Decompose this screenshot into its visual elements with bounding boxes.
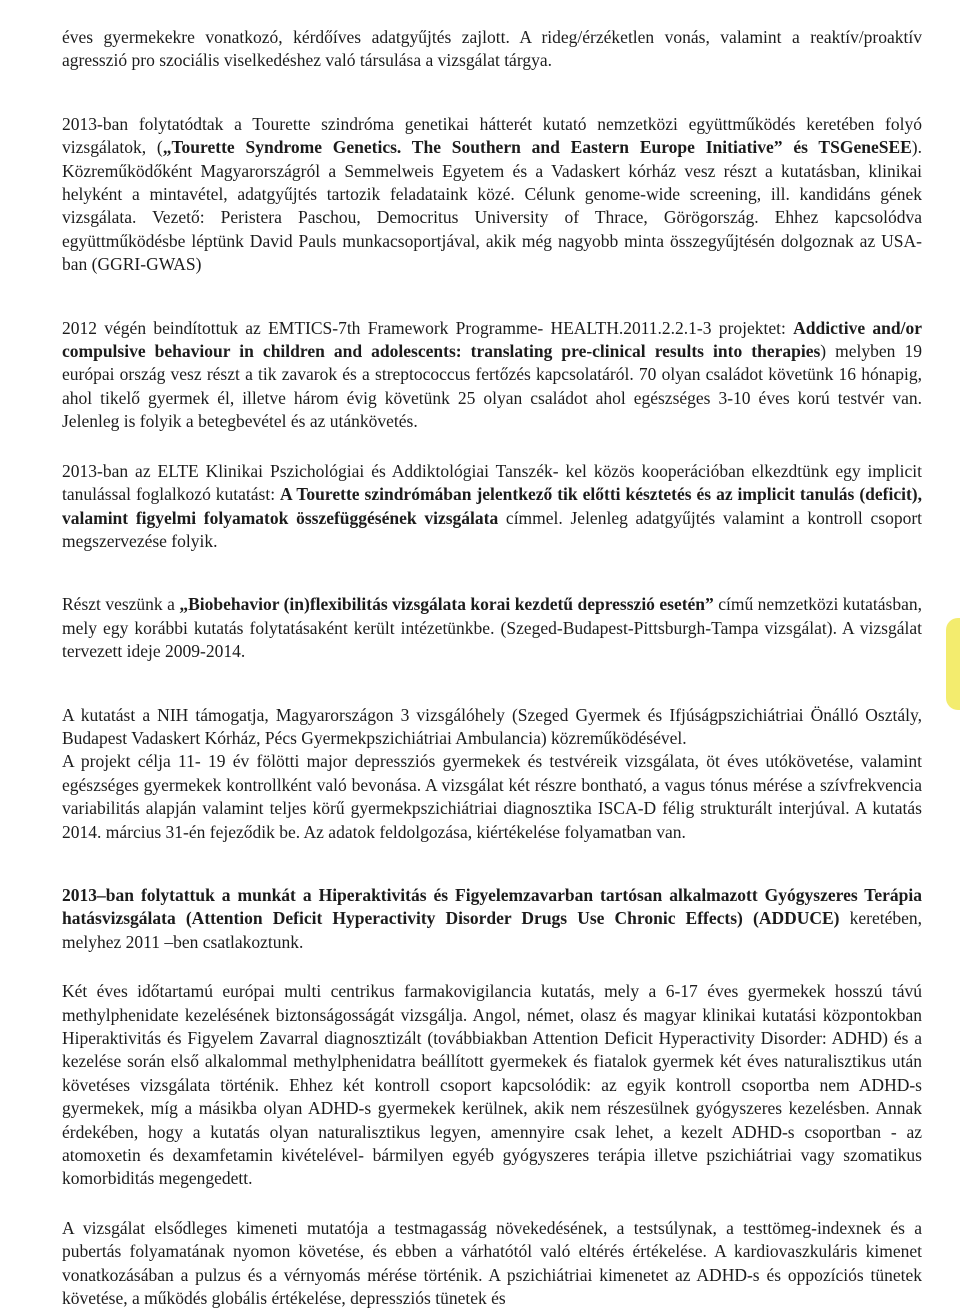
- project-title: „Biobehavior (in)flexibilitás vizsgálata korai kezdetű depresszió esetén”: [179, 594, 714, 615]
- paragraph-pharmacovigilance: Két éves időtartamú európai multi centrikus farmakovigilancia kutatás, mely a 6-17 éves gyermekek hosszú távú methylphenidate kezelésének biztonságosságát vizsgálja. Angol, német, olasz és magyar klinikai kutatási központokban Hiperaktivitás és Figyelem Zavarral diagnosztizált (továbbiakban Attention Deficit Hyperactivity Disorder: ADHD) és a kezelése során első alkalommal methylphenidatra beállított gyermekek és fiatalok gyermek két éves naturalisztikus után követéses vizsgálata történik. Ehhez két kontroll csoport kapcsolódik: az egyik kontroll csoportba nem ADHD-s gyermekek, míg a másikba olyan ADHD-s gyermekek kerülnek, akik nem részesülnek gyógyszeres kezelésben. Annak érdekében, hogy a kutatás olyan naturalisztikus legyen, amennyire csak lehet, a kezelt ADHD-s csoportban - az atomoxetin és dexamfetamin kivételével- bármilyen egyéb gyógyszeres terápia illetve pszichiátriai vagy szomatikus komorbiditás megengedett.: [62, 981, 922, 1189]
- paragraph-text: ). Közreműködőként Magyarországról a Semmelweis Egyetem és a Vadaskert kórház vesz részt a kutatásban, klinikai helyként a mintavétel, adatgyűjtés tartozik feladataink közé. Célunk genome-wide screening, ill. kandidáns gének vizsgálata. Vezető: Peristera Paschou, Democritus University of Thrace, Görögország. Ehhez kapcsolódva együttműködésbe léptünk David Pauls munkacsoportjával, akik még nagyobb minta összegyűjtésén dolgoznak az USA-ban (GGRI-GWAS): [62, 137, 922, 275]
- paragraph-project-goal: A projekt célja 11- 19 év fölötti major depressziós gyermekek és testvéreik vizsgálata, öt éves utókövetése, valamint egészséges gyermekek kontrollként való bevonása. A vizsgálat két részre bontható, a vagus tónus mérése a szívfrekvencia variabilitás alapján valamint teljes körű gyermekpszichiátriai diagnosztika ISCA-D félig strukturált interjúval. A kutatás 2014. március 31-én fejeződik be. Az adatok feldolgozása, kiértékelése folyamatban van.: [62, 751, 922, 842]
- project-title: Addictive and/or compulsive behaviour in children and adolescents: translating pre-clinical results into therapies: [62, 317, 922, 362]
- paragraph-text: Részt veszünk a: [62, 594, 180, 615]
- paragraph-nih-support: A kutatást a NIH támogatja, Magyarországon 3 vizsgálóhely (Szeged Gyermek és Ifjúságpszichiátriai Önálló Osztály, Budapest Vadaskert Kórház, Pécs Gyermekpszichiátriai Ambulancia) közreműködésével.: [62, 704, 922, 748]
- paragraph-adduce: [62, 884, 922, 954]
- paragraph-text: 2012 végén beindítottuk az EMTICS-7th Framework Programme- HEALTH.2011.2.2.1-3 projektet:: [62, 317, 794, 338]
- paragraph-biobehavior: [62, 593, 922, 663]
- paragraph-elte-cooperation: [62, 460, 922, 554]
- paragraph-emtics: [62, 317, 922, 434]
- paragraph-text: címmel. Jelenleg adatgyűjtés valamint a kontroll csoport megszervezése folyik.: [62, 507, 923, 551]
- project-title: 2013–ban folytattuk a munkát a Hiperaktivitás és Figyelemzavarban tartósan alkalmazott Gyógyszeres Terápia hatásvizsgálata (Attention Deficit Hyperactivity Disorder Drugs Use Chronic Effects) (ADDUCE): [62, 884, 922, 929]
- project-title: A Tourette szindrómában jelentkező tik előtti késztetés és az implicit tanulás (deficit), valamint figyelmi folyamatok összefüggésének vizsgálata: [62, 484, 922, 528]
- paragraph-text: című nemzetközi kutatásban, mely egy korábbi kutatás folytatásaként került intézetünkbe. (Szeged-Budapest-Pittsburgh-Tampa vizsgálat). A vizsgálat tervezett ideje 2009-2014.: [62, 594, 922, 662]
- project-title: „Tourette Syndrome Genetics. The Southern and Eastern Europe Initiative” és TSGeneSEE: [162, 137, 912, 158]
- paragraph-text: 2013-ban az ELTE Klinikai Pszichológiai és Addiktológiai Tanszék- kel közös kooperációban elkezdtünk egy implicit tanulással foglalkozó kutatást:: [62, 460, 922, 505]
- paragraph-tourette-genetics: [62, 113, 922, 277]
- paragraph-text: 2013-ban folytatódtak a Tourette szindróma genetikai hátterét kutató nemzetközi együttműködés keretében folyó vizsgálatok, (: [62, 113, 922, 158]
- paragraph-text: ) melyben 19 európai ország vesz részt a tik zavarok és a streptococcus fertőzés kapcsolatáról. 70 olyan családot követünk 16 hónapig, ahol tikelő gyermek él, illetve három évig követünk 25 olyan családot ahol egészséges 3-10 éves korú testvér van. Jelenleg is folyik a betegbevétel és az utánkövetés.: [62, 341, 922, 432]
- paragraph-survey-intro: éves gyermekekre vonatkozó, kérdőíves adatgyűjtés zajlott. A rideg/érzéketlen vonás, valamint a reaktív/proaktív agresszió pro szociális viselkedéshez való társulása a vizsgálat tárgya.: [62, 27, 922, 71]
- paragraph-outcomes: A vizsgálat elsődleges kimeneti mutatója a testmagasság növekedésének, a testsúlynak, a testtömeg-indexnek és a pubertás folyamatának nyomon követése, és ebben a várhatótól való eltérés értékelése. A kardiovaszkuláris kimenet vonatkozásában a pulzus és a vérnyomás mérése történik. A pszichiátriai kimenetet az ADHD-s és oppozíciós tünetek követése, a működés globális értékelése, depressziós tünetek és: [62, 1217, 922, 1309]
- page-edge-marker: [946, 618, 960, 710]
- paragraph-text: keretében, melyhez 2011 –ben csatlakoztunk.: [62, 908, 923, 952]
